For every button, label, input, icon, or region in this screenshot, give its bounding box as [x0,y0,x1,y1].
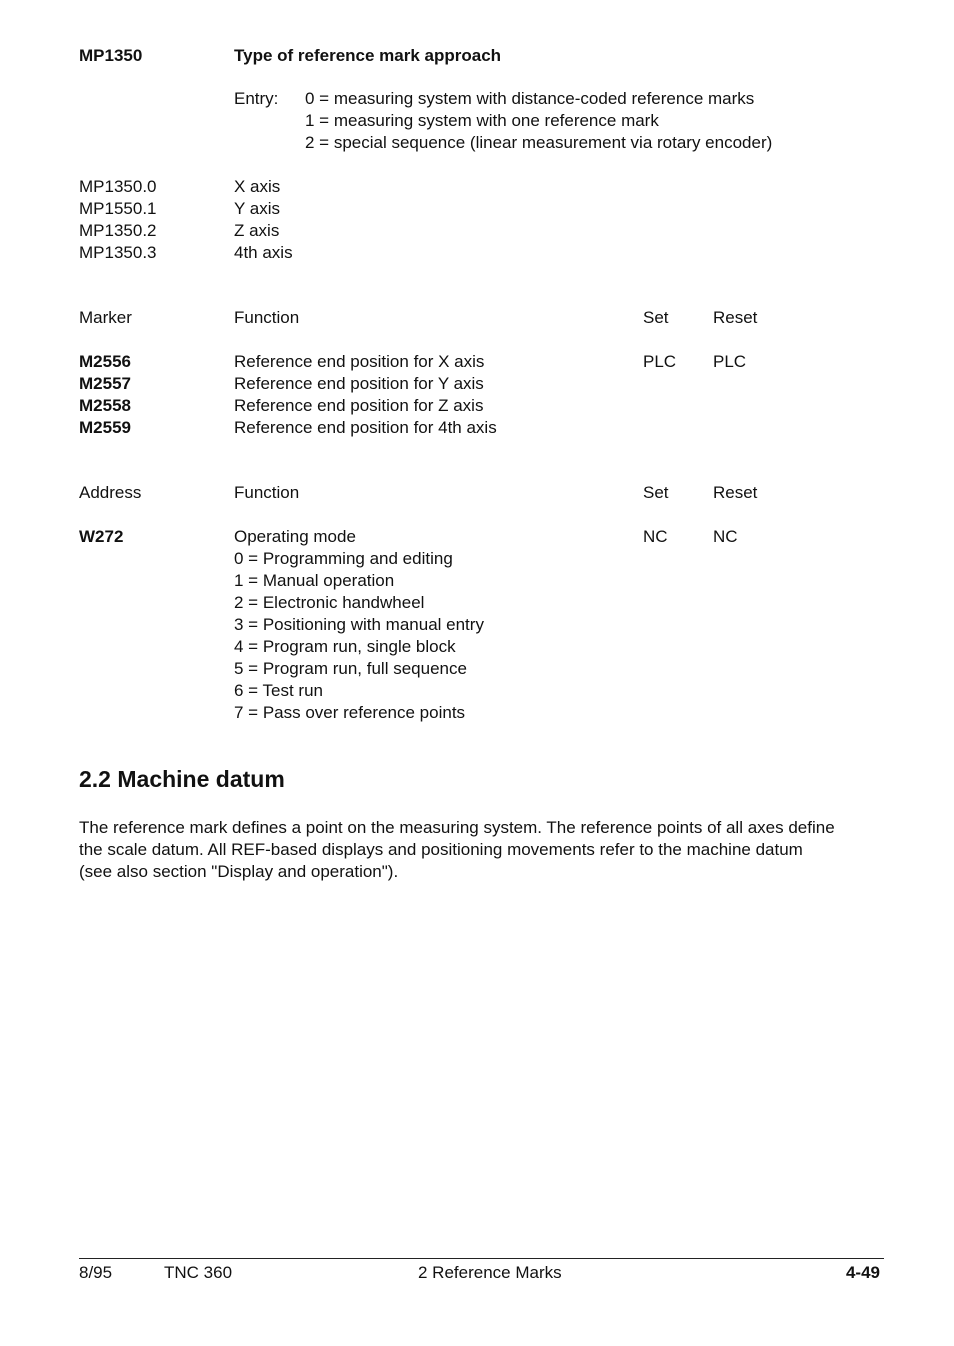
marker-set: PLC [643,352,677,371]
axis-param: MP1350.2 [79,221,157,240]
operating-mode-item: 3 = Positioning with manual entry [234,615,484,634]
set-header: Set [643,483,669,502]
address-reset: NC [713,527,738,546]
marker-id: M2556 [79,352,131,371]
entry-option: 0 = measuring system with distance-coded reference marks [305,89,755,108]
axis-param: MP1550.1 [79,199,157,218]
paragraph-line: the scale datum. All REF-based displays and positioning movements refer to the machine datum [79,840,803,859]
operating-mode-list [234,548,484,724]
operating-mode-item: 0 = Programming and editing [234,549,453,568]
reset-header: Reset [713,483,758,502]
footer-date: 8/95 [79,1263,113,1282]
footer-product: TNC 360 [164,1263,233,1282]
entry-label: Entry: [234,89,279,108]
marker-function: Reference end position for Z axis [234,396,484,415]
page-number: 4-49 [845,1263,880,1282]
reset-header: Reset [713,308,758,327]
axis-name: X axis [234,177,281,196]
paragraph-line: The reference mark defines a point on the measuring system. The reference points of all axes define [79,818,835,837]
axis-name: Z axis [234,221,280,240]
axis-name: 4th axis [234,243,293,262]
section-paragraph [79,817,889,883]
operating-mode-item: 2 = Electronic handwheel [234,593,425,612]
set-header: Set [643,308,669,327]
axis-param: MP1350.0 [79,177,157,196]
operating-mode-item: 4 = Program run, single block [234,637,456,656]
marker-reset: PLC [713,352,747,371]
marker-function: Reference end position for 4th axis [234,418,497,437]
function-header: Function [234,308,300,327]
address-id: W272 [79,527,124,546]
address-set: NC [643,527,668,546]
marker-id: M2559 [79,418,131,437]
marker-function: Reference end position for Y axis [234,374,484,393]
paragraph-line: (see also section "Display and operation"). [79,862,399,881]
footer-divider [79,1258,884,1259]
entry-option: 1 = measuring system with one reference mark [305,111,659,130]
address-header: Address [79,483,142,502]
operating-mode-item: 1 = Manual operation [234,571,395,590]
operating-mode-item: 7 = Pass over reference points [234,703,466,722]
function-header: Function [234,483,300,502]
operating-mode-item: 6 = Test run [234,681,323,700]
marker-id: M2558 [79,396,131,415]
address-function: Operating mode [234,527,356,546]
operating-mode-item: 5 = Program run, full sequence [234,659,467,678]
axis-name: Y axis [234,199,280,218]
parameter-title: Type of reference mark approach [234,46,502,65]
parameter-code: MP1350 [79,46,143,65]
footer-chapter: 2 Reference Marks [418,1263,562,1282]
marker-function: Reference end position for X axis [234,352,485,371]
axis-param: MP1350.3 [79,243,157,262]
entry-option: 2 = special sequence (linear measurement via rotary encoder) [305,133,773,152]
section-heading: 2.2 Machine datum [79,766,285,792]
marker-id: M2557 [79,374,131,393]
marker-header: Marker [79,308,132,327]
